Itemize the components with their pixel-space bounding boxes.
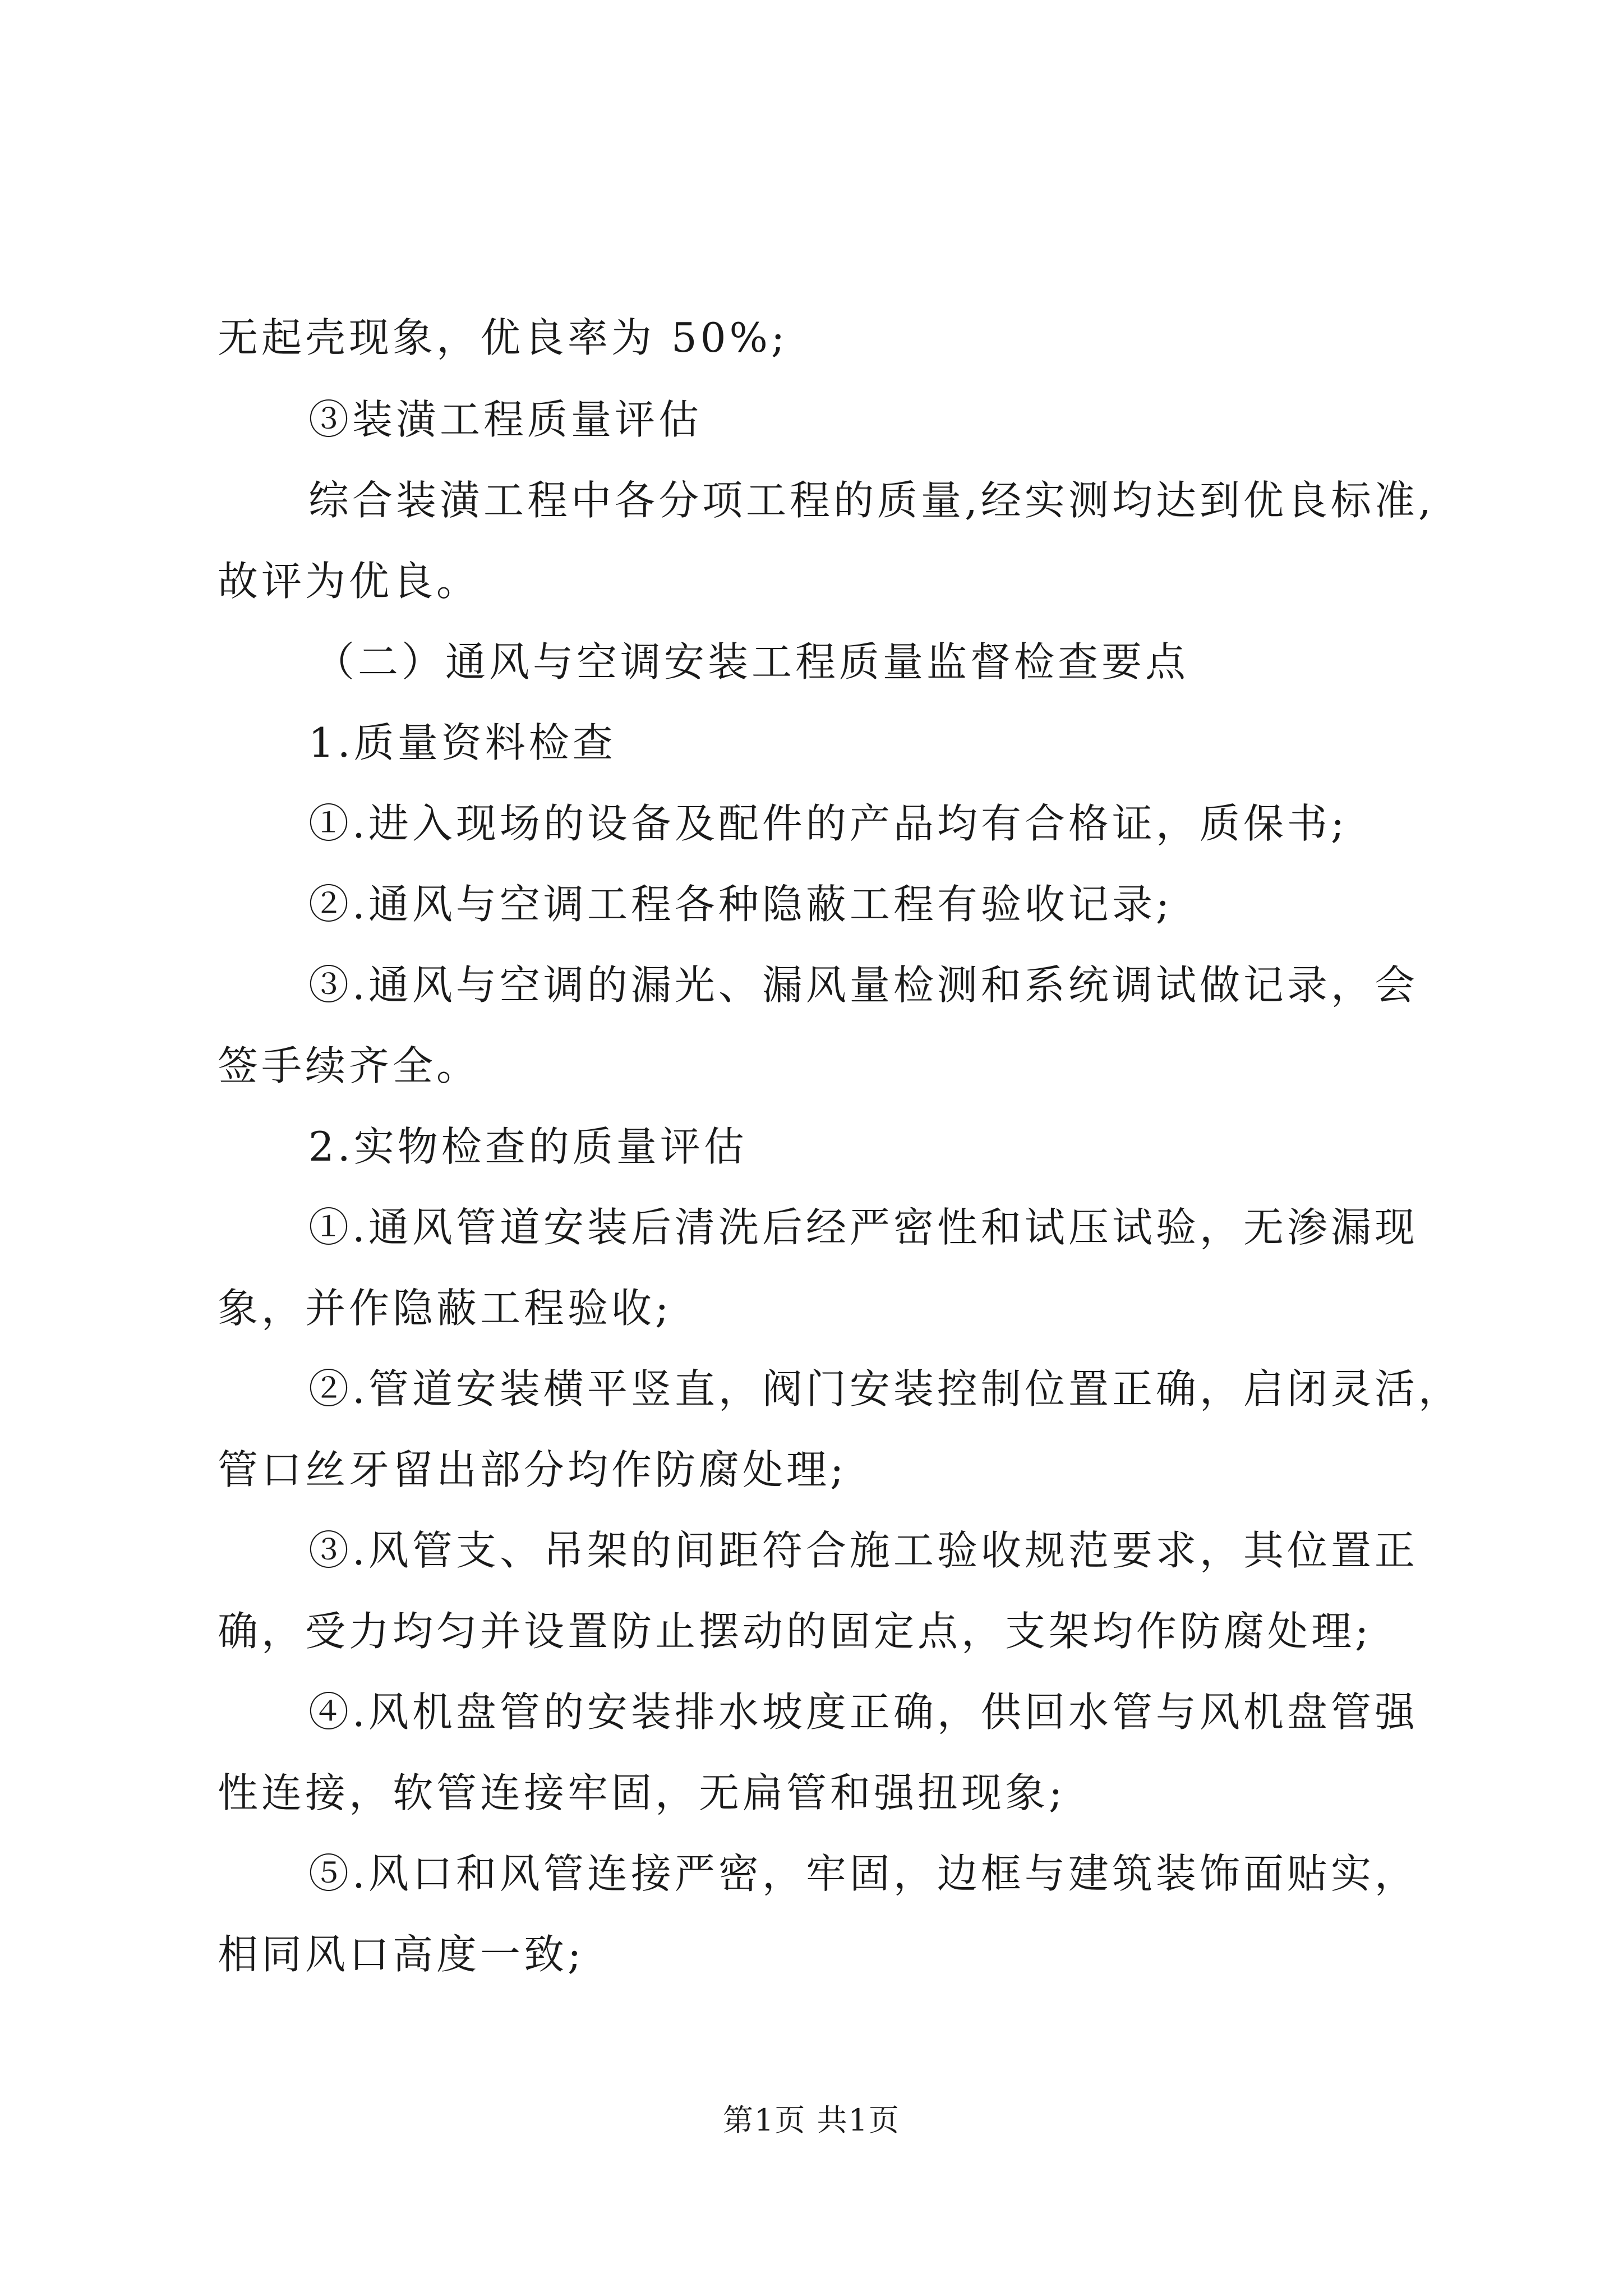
subsection-heading: 2.实物检查的质量评估 [308,1123,748,1170]
body-text-line: 故评为优良。 [218,558,481,605]
list-item: ⑤.风口和风管连接严密，牢固，边框与建筑装饰面贴实， [308,1850,1418,1897]
list-item: ②.管道安装横平竖直，阀门安装控制位置正确，启闭灵活， [308,1365,1462,1412]
page-number-footer: 第1页 共1页 [723,2102,900,2138]
list-item-continuation: 确，受力均匀并设置防止摆动的固定点，支架均作防腐处理; [218,1608,1372,1655]
list-item: ②.通风与空调工程各种隐蔽工程有验收记录; [308,881,1173,928]
list-item-continuation: 签手续齐全。 [218,1042,481,1089]
list-item-continuation: 性连接，软管连接牢固，无扁管和强扭现象; [218,1769,1066,1816]
section-heading: ③装潢工程质量评估 [308,396,703,443]
list-item: ③.通风与空调的漏光、漏风量检测和系统调试做记录，会 [308,961,1418,1009]
list-item: ①.进入现场的设备及配件的产品均有合格证，质保书; [308,800,1348,847]
list-item: ①.通风管道安装后清洗后经严密性和试压试验，无渗漏现 [308,1204,1418,1251]
subsection-heading: 1.质量资料检查 [308,719,616,766]
list-item: ④.风机盘管的安装排水坡度正确，供回水管与风机盘管强 [308,1688,1418,1736]
list-item-continuation: 象，并作隐蔽工程验收; [218,1285,672,1332]
list-item-continuation: 相同风口高度一致; [218,1931,585,1978]
body-text-line: 综合装潢工程中各分项工程的质量,经实测均达到优良标准, [308,477,1435,524]
body-text-line: 无起壳现象，优良率为 50%; [218,314,789,361]
section-heading: （二）通风与空调安装工程质量监督检查要点 [314,638,1189,685]
list-item-continuation: 管口丝牙留出部分均作防腐处理; [218,1446,847,1493]
list-item: ③.风管支、吊架的间距符合施工验收规范要求，其位置正 [308,1527,1418,1574]
